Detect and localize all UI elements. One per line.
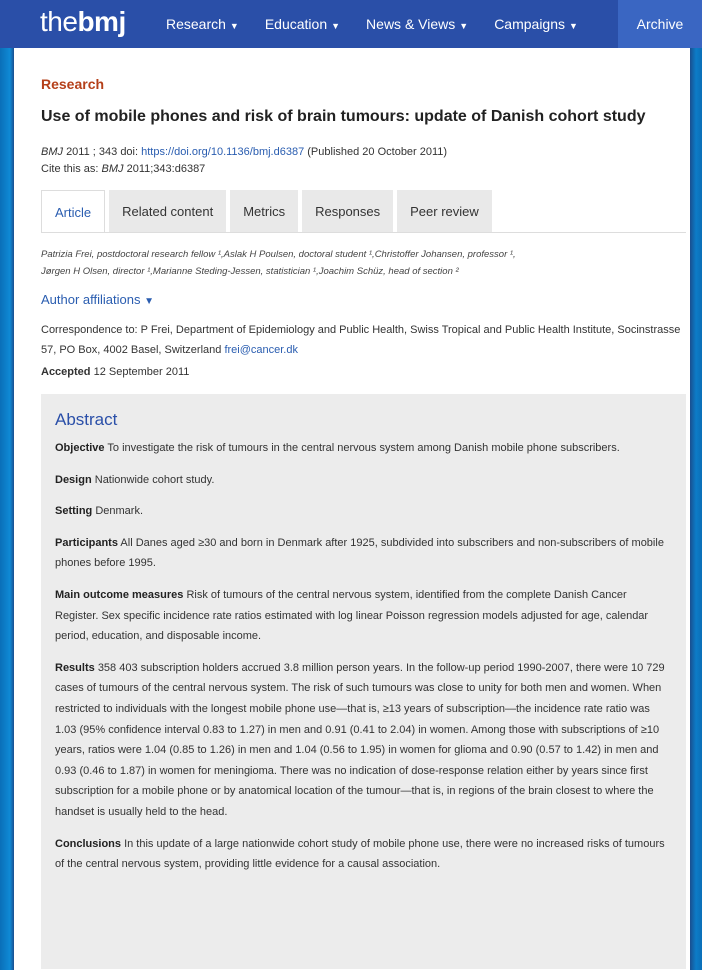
volume-info: 2011 ; 343 bbox=[66, 146, 118, 158]
nav-campaigns[interactable] bbox=[494, 16, 578, 32]
article-title: Use of mobile phones and risk of brain tumours: update of Danish cohort study bbox=[41, 108, 646, 125]
participants-text: All Danes aged ≥30 and born in Denmark after 1925, subdivided into subscribers and non-subscribers of mobile phones before 1995. bbox=[55, 536, 664, 570]
nav-education[interactable] bbox=[265, 16, 340, 32]
doi-link[interactable]: https://doi.org/10.1136/bmj.d6387 bbox=[141, 146, 305, 158]
article-meta bbox=[41, 144, 447, 178]
cite-journal: BMJ bbox=[101, 163, 124, 175]
authors-line-1: Patrizia Frei, postdoctoral research fellow ¹,Aslak H Poulsen, doctoral student ¹,Christoffer Johansen, professor ¹, bbox=[41, 249, 516, 260]
nav-campaigns-label: Campaigns bbox=[494, 16, 566, 32]
cite-ref: 2011;343:d6387 bbox=[126, 163, 206, 175]
author-affiliations-toggle[interactable] bbox=[41, 292, 154, 307]
chevron-down-icon: ▼ bbox=[144, 296, 155, 307]
abstract-design bbox=[55, 470, 667, 491]
abstract-outcome bbox=[55, 585, 667, 647]
logo-bmj: bmj bbox=[77, 6, 126, 37]
accepted-label: Accepted bbox=[41, 366, 91, 378]
citation-line bbox=[41, 144, 447, 161]
tab-responses[interactable]: Responses bbox=[302, 190, 393, 232]
article-page bbox=[14, 48, 690, 970]
tab-related-content[interactable]: Related content bbox=[109, 190, 226, 232]
nav-research[interactable] bbox=[166, 16, 239, 32]
section-label[interactable]: Research bbox=[41, 76, 105, 92]
setting-text: Denmark. bbox=[95, 505, 144, 518]
abstract-participants bbox=[55, 533, 667, 574]
design-label: Design bbox=[55, 473, 92, 486]
results-text: 358 403 subscription holders accrued 3.8 million person years. In the follow-up period 1990-2007, there were 10 729 cases of tumours of the central nervous system. The risk of such tumours was close to unity for both men and women. When restricted to individuals with the longest mobile phone use—that is, ≥13 years of subscription—the incidence rate ratio was 1.03 (95% confidence interval 0.83 to 1.27) in men and 0.91 (0.41 to 2.04) in women. Among those with subscriptions of ≥10 years, ratios were 1.04 (0.85 to 1.26) in men and 1.04 (0.56 to 1.95) in women for glioma and 0.90 (0.57 to 1.42) in men and 0.93 (0.46 to 1.87) in women for meningioma. There was no indication of dose-response relation either by years since first subscription for a mobile phone or by anatomical location of the tumour—that is, in regions of the brain closest to where the handset is usually held to the head. bbox=[55, 661, 665, 818]
setting-label: Setting bbox=[55, 505, 93, 518]
bmj-logo[interactable] bbox=[40, 6, 126, 38]
accepted-date-value: 12 September 2011 bbox=[93, 366, 190, 378]
abstract-body bbox=[55, 438, 667, 886]
design-text: Nationwide cohort study. bbox=[94, 473, 215, 486]
tab-article[interactable]: Article bbox=[41, 190, 105, 233]
tab-divider bbox=[41, 232, 686, 233]
conclusions-text: In this update of a large nationwide cohort study of mobile phone use, there were no increased risks of tumours of the central nervous system, providing little evidence for a causal association. bbox=[55, 837, 665, 871]
nav-news-views[interactable] bbox=[366, 16, 468, 32]
authors-line-2: Jørgen H Olsen, director ¹,Marianne Steding-Jessen, statistician ¹,Joachim Schüz, head of section ² bbox=[41, 266, 459, 277]
objective-text: To investigate the risk of tumours in the central nervous system among Danish mobile phone subscribers. bbox=[107, 442, 620, 454]
archive-link[interactable]: Archive bbox=[618, 0, 702, 48]
cite-line bbox=[41, 161, 447, 178]
top-navigation-bar bbox=[0, 0, 702, 48]
logo-the: the bbox=[40, 6, 78, 37]
conclusions-label: Conclusions bbox=[55, 837, 122, 850]
tab-metrics[interactable]: Metrics bbox=[230, 190, 298, 232]
published-date: (Published 20 October 2011) bbox=[307, 146, 448, 158]
correspondence-text: Correspondence to: P Frei, Department of Epidemiology and Public Health, Swiss Tropical and Public Health Institute, Socinstrasse 57, PO Box, 4002 Basel, Switzerland bbox=[41, 324, 681, 356]
outcome-label: Main outcome measures bbox=[55, 588, 184, 601]
abstract-setting bbox=[55, 501, 667, 522]
abstract-box bbox=[41, 394, 686, 969]
participants-label: Participants bbox=[55, 536, 118, 549]
main-nav bbox=[166, 0, 604, 48]
correspondence-email[interactable]: frei@cancer.dk bbox=[224, 344, 298, 356]
objective-label: Objective bbox=[55, 442, 105, 454]
abstract-conclusions bbox=[55, 834, 667, 875]
cite-label: Cite this as: bbox=[41, 163, 99, 175]
chevron-down-icon: ▼ bbox=[459, 21, 469, 31]
abstract-heading: Abstract bbox=[55, 410, 118, 429]
accepted-date bbox=[41, 366, 189, 378]
affiliations-label: Author affiliations bbox=[41, 292, 141, 307]
journal-name: BMJ bbox=[41, 146, 63, 158]
nav-education-label: Education bbox=[264, 16, 328, 32]
results-label: Results bbox=[55, 661, 95, 674]
abstract-objective bbox=[55, 438, 667, 459]
article-tabs bbox=[41, 190, 496, 232]
outcome-text: Risk of tumours of the central nervous system, identified from the complete Danish Cancer Register. Sex specific incidence rate ratios estimated with log linear Poisson regression models adjusted for age, calendar period, education, and disposable income. bbox=[55, 588, 649, 643]
chevron-down-icon: ▼ bbox=[331, 21, 341, 31]
tab-peer-review[interactable]: Peer review bbox=[397, 190, 492, 232]
nav-research-label: Research bbox=[166, 16, 226, 32]
abstract-results bbox=[55, 658, 667, 823]
correspondence bbox=[41, 320, 681, 360]
doi-label: doi: bbox=[120, 146, 139, 158]
chevron-down-icon: ▼ bbox=[569, 21, 578, 31]
nav-news-views-label: News & Views bbox=[366, 16, 456, 32]
chevron-down-icon: ▼ bbox=[229, 21, 239, 31]
author-list bbox=[41, 246, 681, 280]
